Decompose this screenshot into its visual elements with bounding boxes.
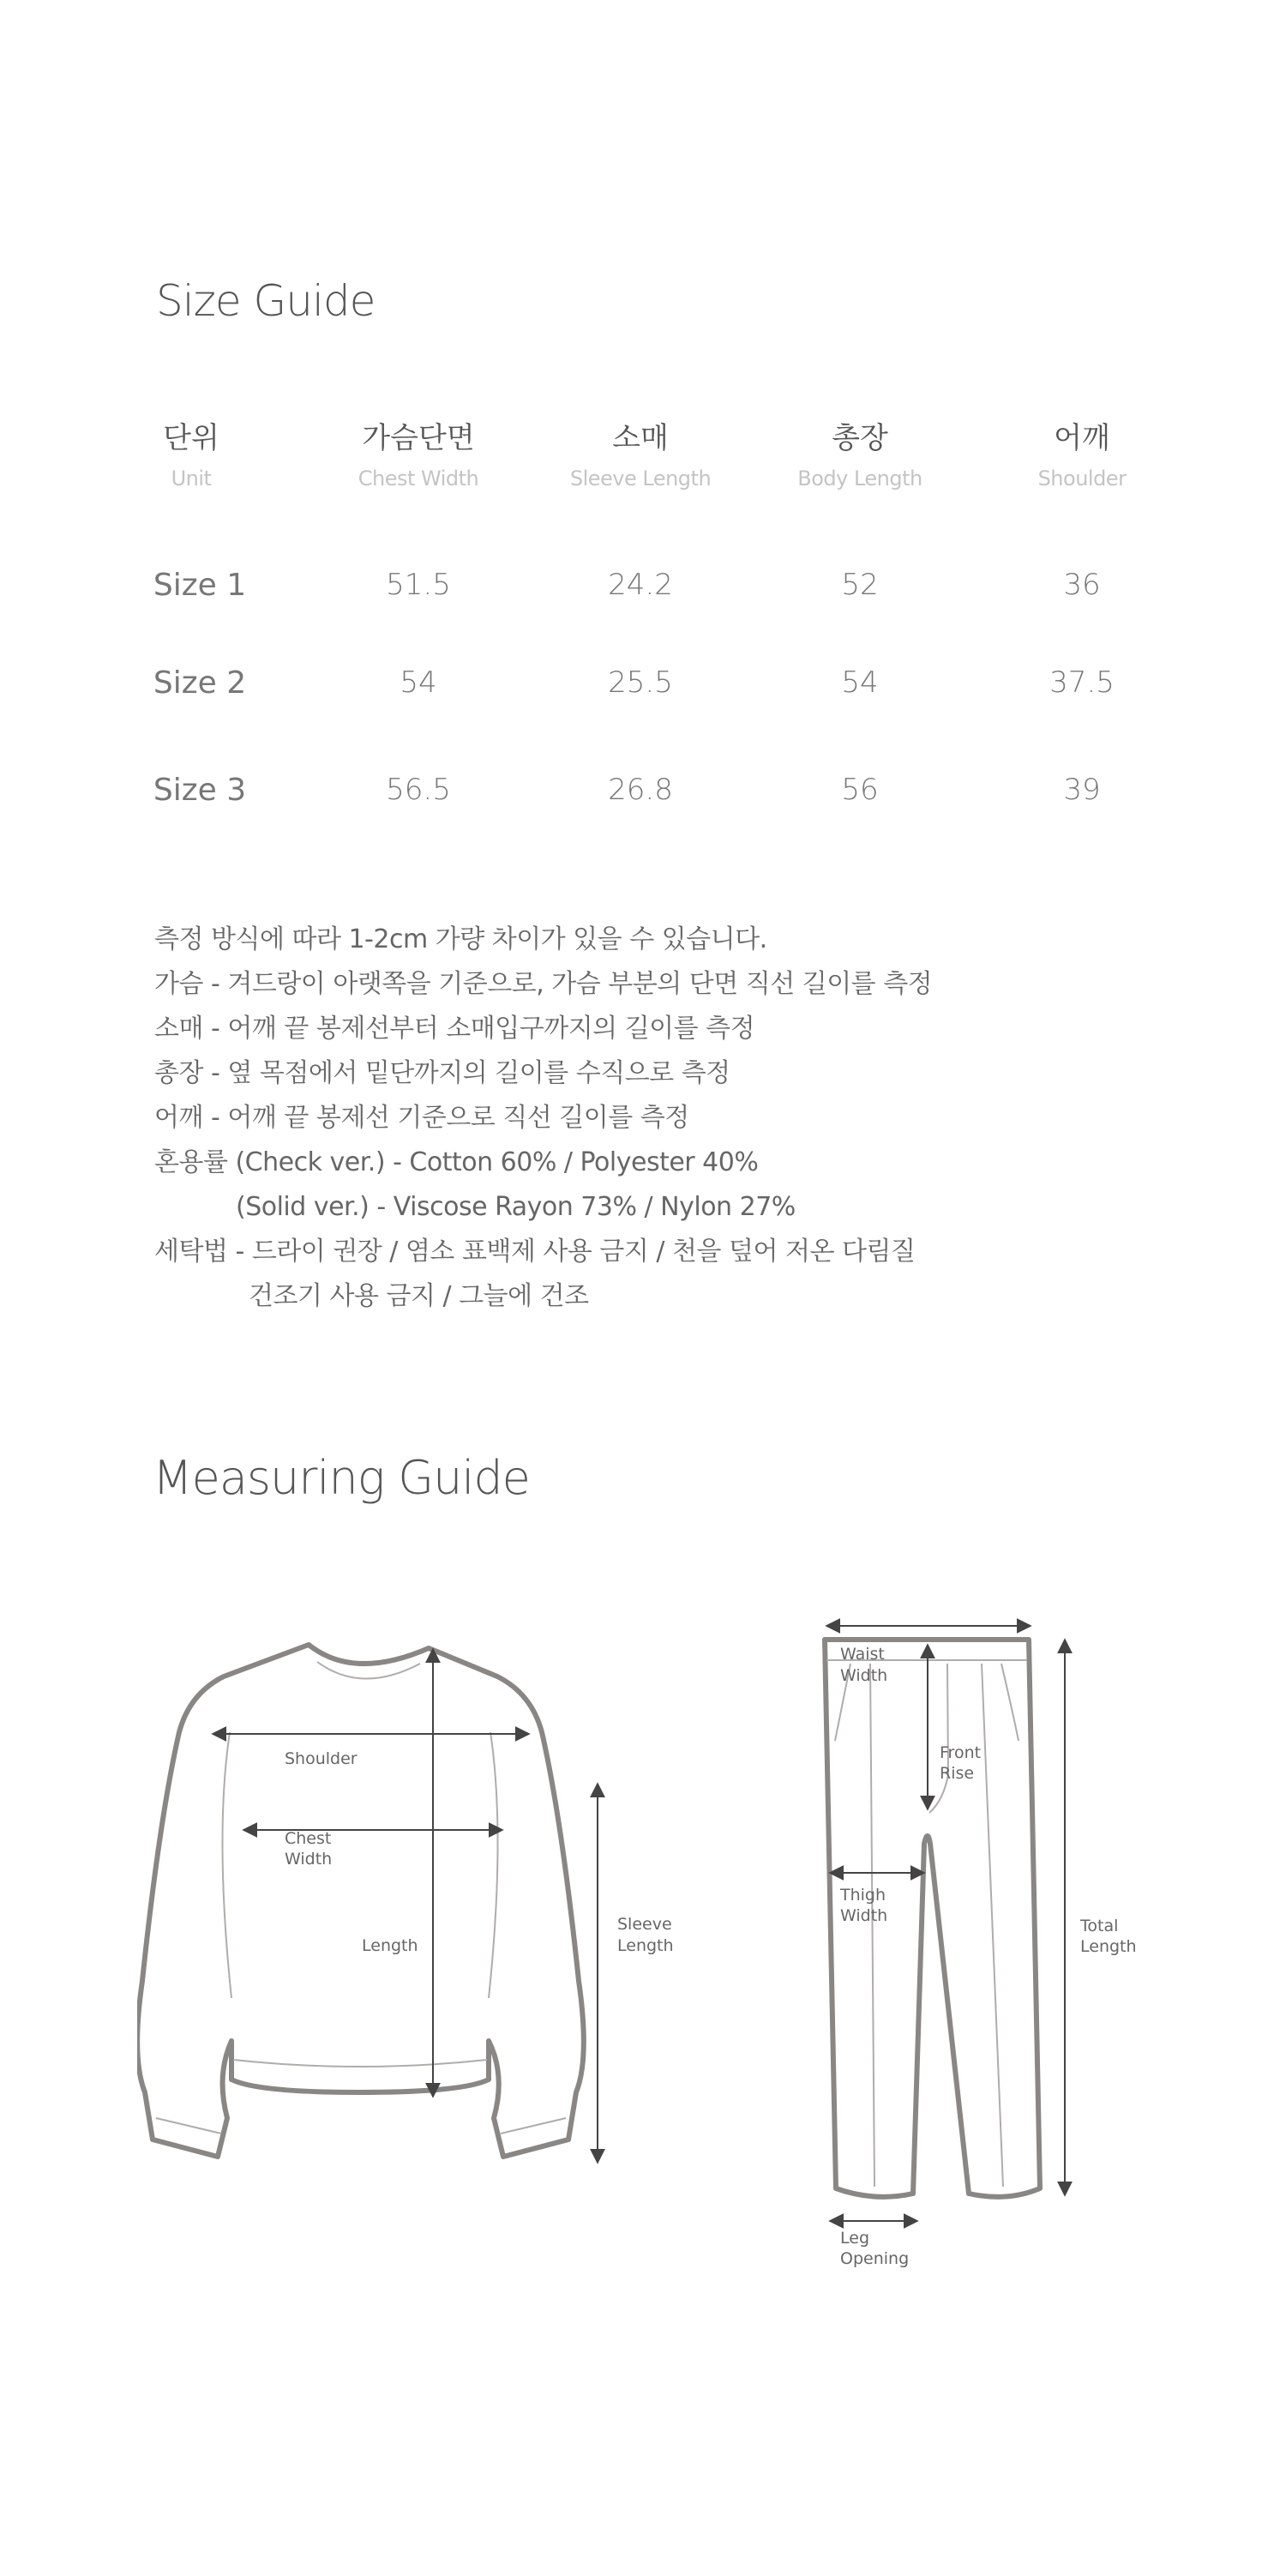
armhole-right xyxy=(489,1732,498,1998)
sleeve-label-line2: Length xyxy=(617,1936,674,1955)
table-cell: 39 xyxy=(1063,773,1101,807)
column-header-unit xyxy=(80,421,303,491)
armhole-left xyxy=(222,1732,231,1998)
sweatshirt-outline xyxy=(137,1645,584,2157)
column-header-body xyxy=(748,421,971,491)
size-guide-title: Size Guide xyxy=(156,276,376,326)
hem-rib xyxy=(233,2060,487,2067)
table-cell: 51.5 xyxy=(386,568,451,602)
column-header-en: Chest Width xyxy=(358,466,479,491)
column-header-ko: 총장 xyxy=(832,421,888,455)
column-header-en: Sleeve Length xyxy=(569,466,712,491)
thigh-label-line2: Width xyxy=(840,1906,888,1925)
length-label: Length xyxy=(362,1936,418,1955)
table-cell: 26.8 xyxy=(608,773,673,807)
table-cell: 56.5 xyxy=(386,773,451,807)
size-row-label: Size 3 xyxy=(153,773,247,808)
sweatshirt-diagram xyxy=(137,1612,703,2195)
size-row-label: Size 1 xyxy=(153,568,247,603)
chest-label-line2: Width xyxy=(285,1850,333,1869)
table-cell: 37.5 xyxy=(1049,665,1115,700)
column-header-en: Unit xyxy=(171,466,212,491)
cuff-left xyxy=(156,2118,221,2134)
rise-label-line2: Rise xyxy=(940,1764,975,1783)
table-cell: 54 xyxy=(400,665,437,700)
table-cell: 54 xyxy=(841,665,879,700)
table-cell: 36 xyxy=(1063,568,1101,602)
note-line: 소매 - 어깨 끝 봉제선부터 소매입구까지의 길이를 측정 xyxy=(154,1014,755,1044)
note-line: 혼용률 (Check ver.) - Cotton 60% / Polyester 40% xyxy=(154,1147,759,1177)
column-header-shoulder xyxy=(971,421,1193,491)
waist-label-line1: Waist xyxy=(840,1645,885,1664)
column-header-ko: 가슴단면 xyxy=(362,421,475,455)
pocket-right xyxy=(1001,1664,1019,1741)
shoulder-label: Shoulder xyxy=(285,1749,358,1768)
column-header-ko: 소매 xyxy=(612,421,669,455)
size-row-label: Size 2 xyxy=(153,665,247,701)
note-line: 어깨 - 어깨 끝 봉제선 기준으로 직선 길이를 측정 xyxy=(154,1103,689,1133)
note-line: (Solid ver.) - Viscose Rayon 73% / Nylon 27% xyxy=(236,1192,796,1222)
pants-diagram xyxy=(789,1604,1166,2272)
rise-label-line1: Front xyxy=(940,1743,982,1762)
column-header-sleeve xyxy=(529,421,752,491)
table-cell: 52 xyxy=(841,568,879,602)
measuring-guide-title: Measuring Guide xyxy=(153,1451,530,1505)
total-length-label-line1: Total xyxy=(1080,1917,1119,1935)
cuff-right xyxy=(501,2118,566,2134)
leg-opening-label-line2: Opening xyxy=(840,2249,910,2268)
sleeve-label-line1: Sleeve xyxy=(617,1915,672,1934)
crease-right xyxy=(982,1664,1003,2187)
waist-label-line2: Width xyxy=(840,1666,888,1685)
fly-stitch xyxy=(929,1664,948,1813)
table-cell: 25.5 xyxy=(608,665,673,700)
column-header-ko: 단위 xyxy=(163,421,219,455)
note-line: 총장 - 옆 목점에서 밑단까지의 길이를 수직으로 측정 xyxy=(154,1058,730,1088)
leg-opening-label-line1: Leg xyxy=(840,2229,870,2248)
note-line: 세탁법 - 드라이 권장 / 염소 표백제 사용 금지 / 천을 덮어 저온 다림질 xyxy=(154,1237,916,1267)
column-header-en: Body Length xyxy=(797,466,922,491)
total-length-label-line2: Length xyxy=(1080,1937,1137,1956)
column-header-chest xyxy=(307,421,530,491)
chest-label-line1: Chest xyxy=(285,1829,332,1848)
note-line: 건조기 사용 금지 / 그늘에 건조 xyxy=(249,1281,589,1311)
size-notes xyxy=(154,918,1183,1319)
table-cell: 56 xyxy=(841,773,879,807)
crease-left xyxy=(870,1664,874,2187)
column-header-en: Shoulder xyxy=(1037,466,1127,491)
column-header-ko: 어깨 xyxy=(1054,421,1110,455)
note-line: 측정 방식에 따라 1-2cm 가량 차이가 있을 수 있습니다. xyxy=(154,924,767,954)
note-line: 가슴 - 겨드랑이 아랫쪽을 기준으로, 가슴 부분의 단면 직선 길이를 측정 xyxy=(154,969,933,999)
thigh-label-line1: Thigh xyxy=(840,1886,886,1905)
table-cell: 24.2 xyxy=(608,568,673,602)
